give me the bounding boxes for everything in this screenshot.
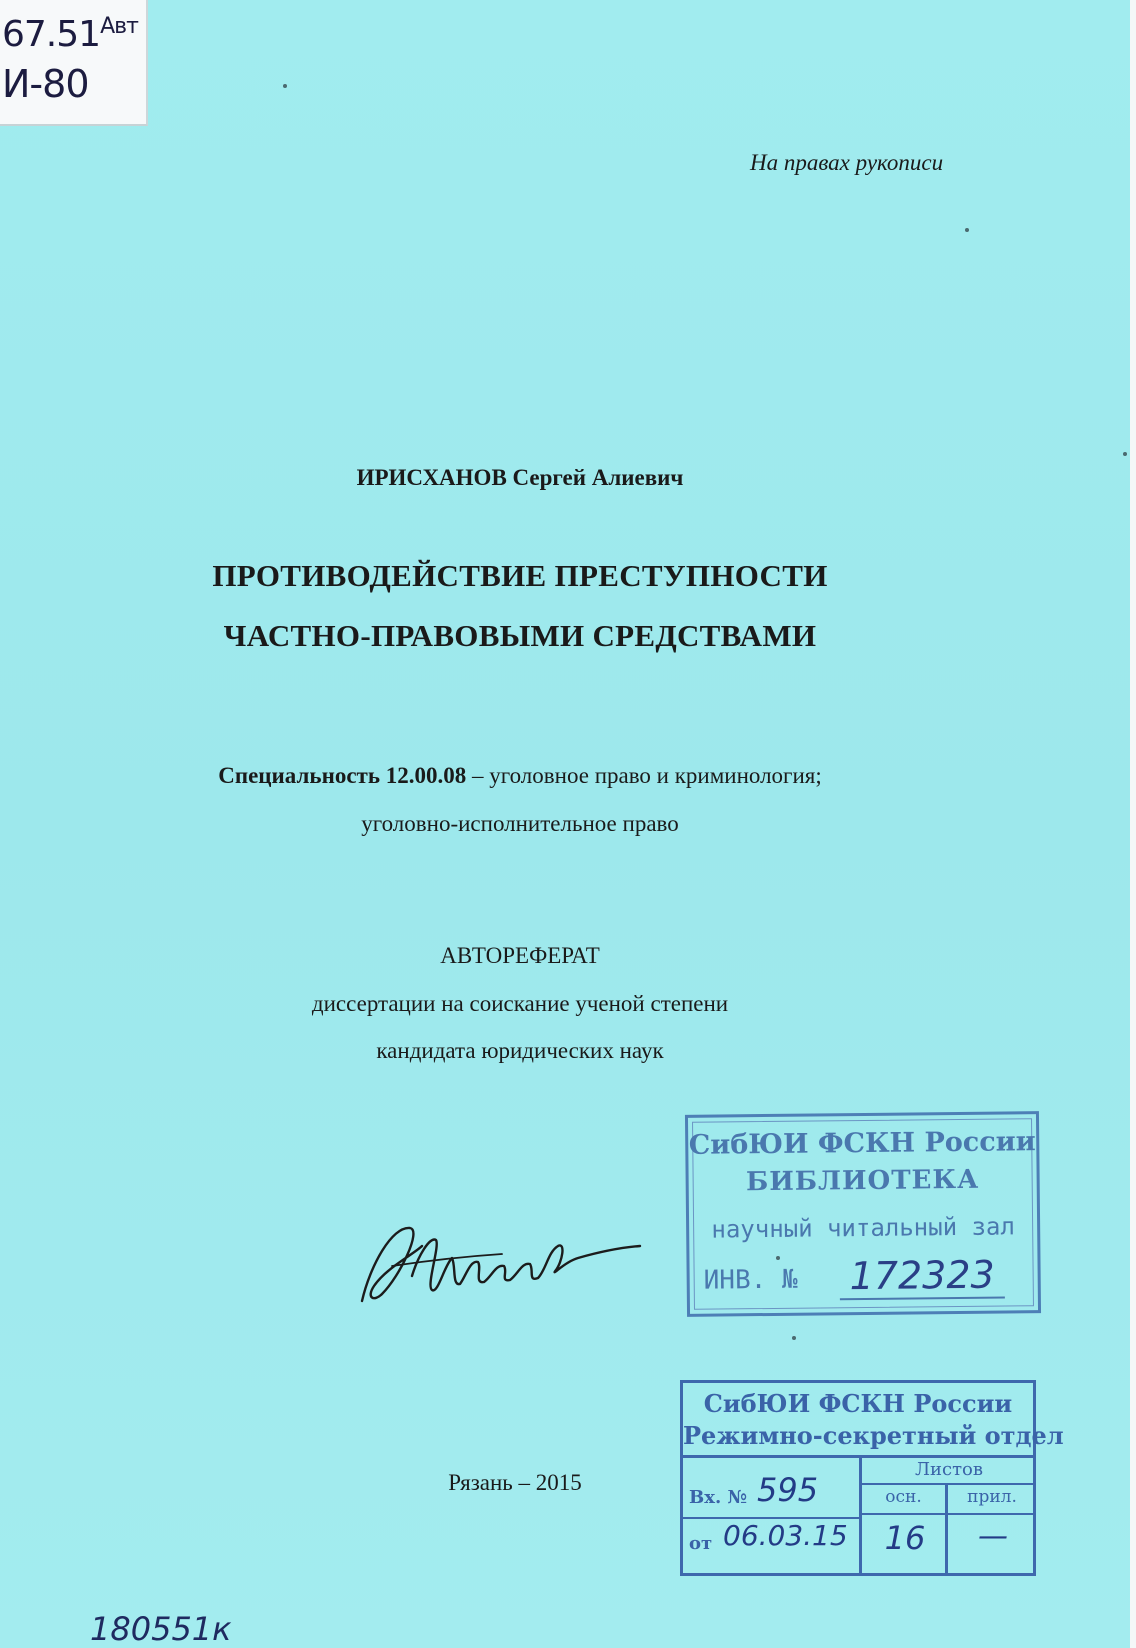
specialty-line-2: уголовно-исполнительное право xyxy=(361,811,679,836)
library-stamp-hall: научный читальный зал xyxy=(711,1212,1016,1244)
secret-stamp-in-label: Вх. № xyxy=(689,1487,748,1508)
paper-speck xyxy=(792,1336,796,1340)
secret-stamp-sheets-label: Листов xyxy=(914,1459,984,1480)
secret-stamp-date: 06.03.15 xyxy=(723,1519,848,1552)
secret-stamp-dept: Режимно-секретный отдел xyxy=(683,1421,1064,1450)
abstract-line-3: кандидата юридических наук xyxy=(376,1038,664,1063)
library-stamp-inv-label: ИНВ. № xyxy=(703,1264,798,1296)
sticker-line-2: И-80 xyxy=(2,62,89,106)
paper-speck xyxy=(965,228,969,232)
handwritten-inventory-number: 180551к xyxy=(90,1610,232,1648)
secret-stamp-rule-2 xyxy=(862,1513,1033,1515)
page-edge xyxy=(1130,0,1136,1648)
specialty-text: – уголовное право и криминология; xyxy=(466,763,822,788)
title-line-2: ЧАСТНО-ПРАВОВЫМИ СРЕДСТВАМИ xyxy=(223,618,817,653)
library-stamp-name: БИБЛИОТЕКА xyxy=(745,1164,980,1198)
secret-stamp-appendix-label: прил. xyxy=(967,1487,1017,1507)
sticker-superscript: Авт xyxy=(100,14,138,39)
specialty-line-1 xyxy=(0,763,1040,789)
paper-speck xyxy=(776,1256,780,1260)
author-name: ИРИСХАНОВ Сергей Алиевич xyxy=(356,465,684,490)
library-code-sticker xyxy=(0,0,148,126)
manuscript-rights-note: На правах рукописи xyxy=(750,150,944,175)
abstract-heading: АВТОРЕФЕРАТ xyxy=(440,943,600,968)
title-line-1: ПРОТИВОДЕЙСТВИЕ ПРЕСТУПНОСТИ xyxy=(212,558,828,593)
library-stamp-inv-number: 172323 xyxy=(839,1253,1005,1301)
secret-stamp-from-label: от xyxy=(689,1533,713,1554)
author-signature xyxy=(352,1206,642,1316)
secret-stamp-in-number: 595 xyxy=(757,1471,819,1509)
paper-speck xyxy=(1123,452,1127,456)
city-year: Рязань – 2015 xyxy=(448,1470,582,1495)
secret-stamp-main-label: осн. xyxy=(885,1487,922,1507)
library-stamp xyxy=(685,1111,1041,1317)
library-stamp-org: СибЮИ ФСКН России xyxy=(688,1126,1036,1161)
sticker-line-1: $67.51^{Авт}$ xyxy=(2,14,138,55)
secret-stamp-main-value: 16 xyxy=(884,1519,926,1557)
secret-stamp-header xyxy=(683,1383,1064,1458)
abstract-line-2: диссертации на соискание ученой степени xyxy=(311,991,729,1016)
secret-stamp-appendix-value: — xyxy=(978,1519,1008,1554)
paper-speck xyxy=(283,84,287,88)
specialty-label: Специальность 12.00.08 xyxy=(218,763,467,788)
secret-stamp-org: СибЮИ ФСКН России xyxy=(703,1389,1013,1418)
